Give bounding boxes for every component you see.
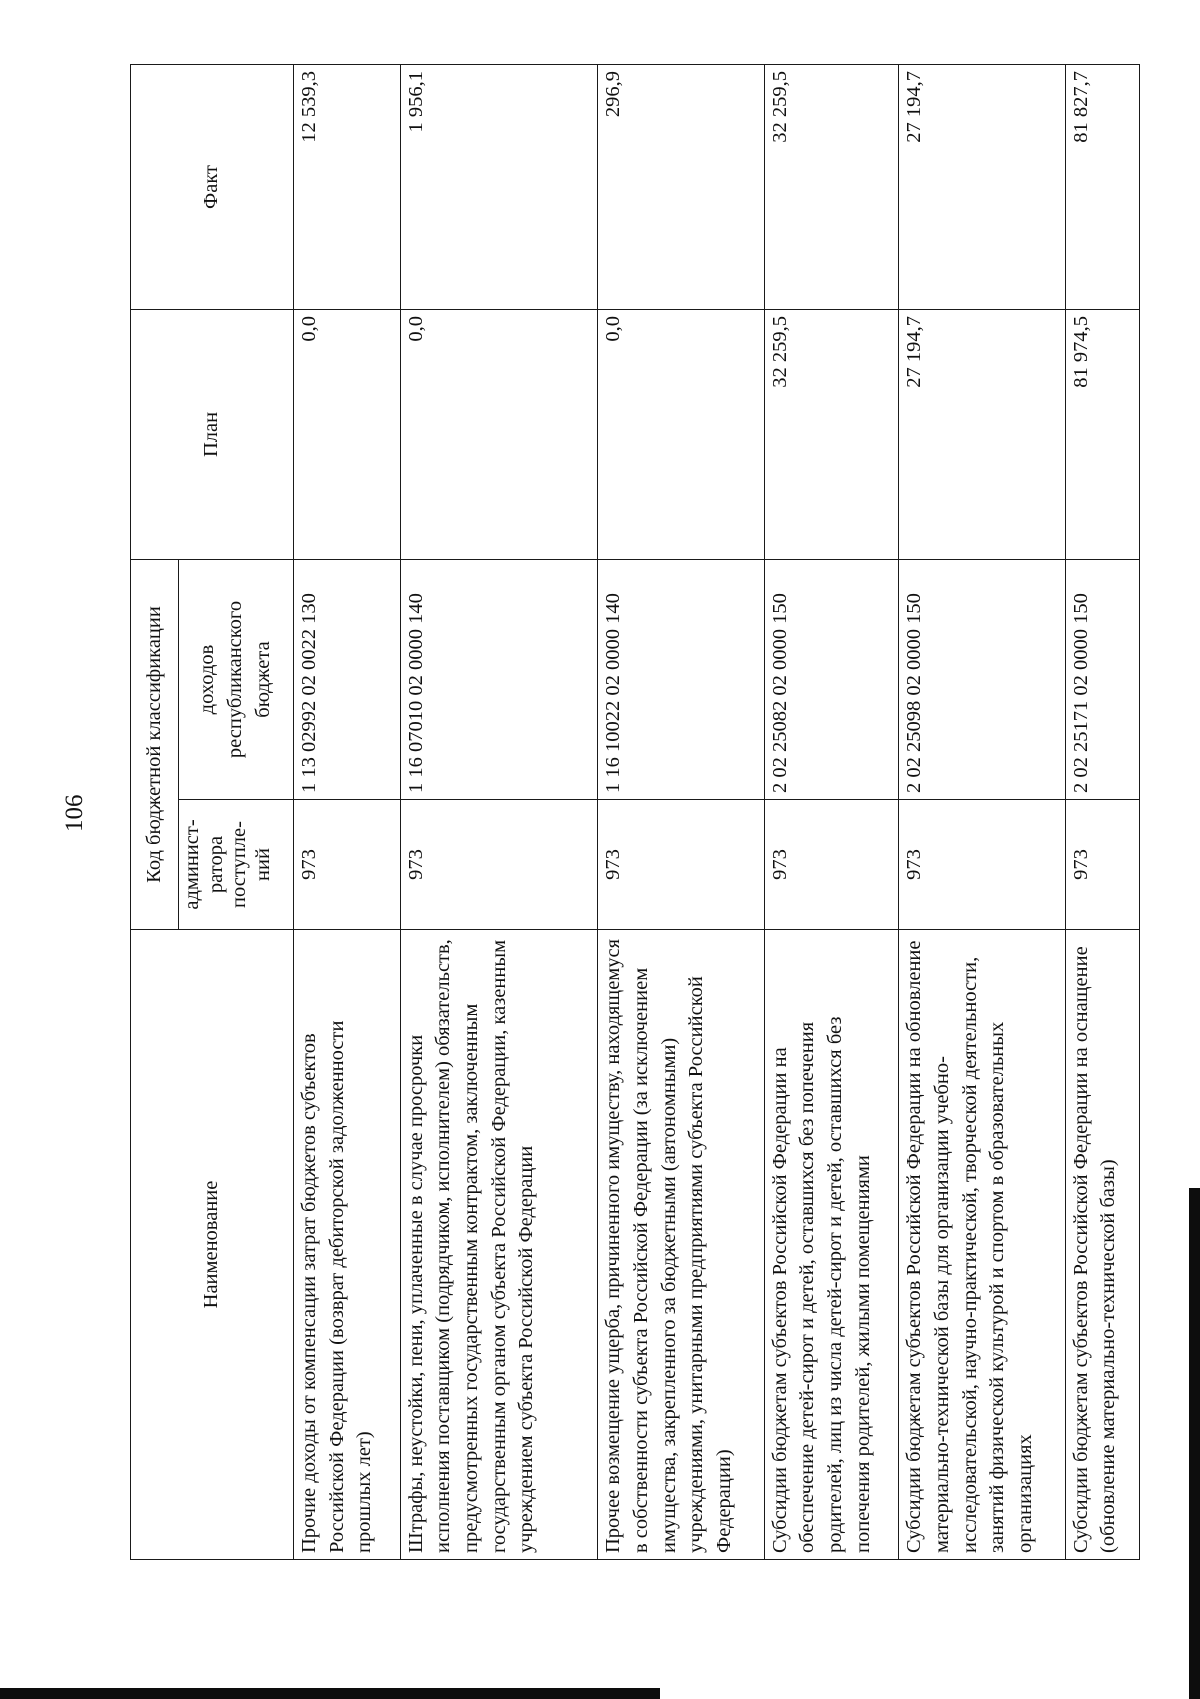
row-revenue-code: 2 02 25098 02 0000 150 <box>899 559 1065 799</box>
row-name: Штрафы, неустойки, пени, уплаченные в случае просрочки исполнения поставщиком (подрядчиком, исполнителем) обязательств, предусмотренных государственным контрактом, заключенным государственным органом субъекта Российской Федерации, казенным учреждением субъекта Российской Федерации <box>400 930 597 1560</box>
scan-edge-right <box>1189 1188 1200 1699</box>
row-name: Прочие доходы от компенсации затрат бюджетов субъектов Российской Федерации (возврат дебиторской задолженности прошлых лет) <box>294 930 401 1560</box>
scan-edge-bottom <box>0 1688 660 1699</box>
table-row <box>294 64 401 1559</box>
row-name: Субсидии бюджетам субъектов Российской Федерации на оснащение (обновление материально-технической базы) <box>1065 930 1139 1560</box>
table-row <box>400 64 597 1559</box>
row-fact: 32 259,5 <box>764 64 899 309</box>
header-revenue-code-text: доходов республиканского бюджета <box>196 600 274 759</box>
row-name: Прочее возмещение ущерба, причиненного имуществу, находящемуся в собственности субъекта Российской Федерации (за исключением имущества, закрепленного за бюджетными (автономными) учреждениями, унитарными предприятиями субъекта Российской Федерации) <box>598 930 764 1560</box>
row-fact: 1 956,1 <box>400 64 597 309</box>
row-fact: 12 539,3 <box>294 64 401 309</box>
page-number: 106 <box>61 794 88 832</box>
header-fact: Факт <box>131 64 294 309</box>
row-plan: 32 259,5 <box>764 309 899 559</box>
row-name: Субсидии бюджетам субъектов Российской Федерации на обеспечение детей-сирот и детей, оставшихся без попечения родителей, лиц из числа детей-сирот и детей, оставшихся без попечения родителей, жилыми помещениями <box>764 930 899 1560</box>
row-revenue-code: 1 16 10022 02 0000 140 <box>598 559 764 799</box>
row-fact: 296,9 <box>598 64 764 309</box>
row-plan: 0,0 <box>400 309 597 559</box>
row-name: Субсидии бюджетам субъектов Российской Федерации на обновление материально-технической базы для организации учебно-исследовательской, научно-практической, творческой деятельности, занятий физической культурой и спортом в образовательных организациях <box>899 930 1065 1560</box>
table-row <box>598 64 764 1559</box>
header-bcc-group: Код бюджетной классификации <box>131 559 179 929</box>
budget-table <box>130 64 1140 1560</box>
header-revenue-code <box>179 559 294 799</box>
row-admin-code: 973 <box>1065 800 1139 930</box>
table-row <box>899 64 1065 1559</box>
row-revenue-code: 1 16 07010 02 0000 140 <box>400 559 597 799</box>
header-plan: План <box>131 309 294 559</box>
row-plan: 0,0 <box>598 309 764 559</box>
row-plan: 81 974,5 <box>1065 309 1139 559</box>
row-admin-code: 973 <box>598 800 764 930</box>
row-revenue-code: 1 13 02992 02 0022 130 <box>294 559 401 799</box>
row-revenue-code: 2 02 25082 02 0000 150 <box>764 559 899 799</box>
row-admin-code: 973 <box>764 800 899 930</box>
row-plan: 0,0 <box>294 309 401 559</box>
header-name: Наименование <box>131 930 294 1560</box>
header-admin-text: админист- ратора поступле- ний <box>181 819 274 910</box>
row-admin-code: 973 <box>899 800 1065 930</box>
row-fact: 81 827,7 <box>1065 64 1139 309</box>
row-admin-code: 973 <box>400 800 597 930</box>
rotated-page <box>61 65 1140 1560</box>
row-revenue-code: 2 02 25171 02 0000 150 <box>1065 559 1139 799</box>
header-admin <box>179 800 294 930</box>
row-fact: 27 194,7 <box>899 64 1065 309</box>
table-row <box>1065 64 1139 1559</box>
row-plan: 27 194,7 <box>899 309 1065 559</box>
row-admin-code: 973 <box>294 800 401 930</box>
table-row <box>764 64 899 1559</box>
